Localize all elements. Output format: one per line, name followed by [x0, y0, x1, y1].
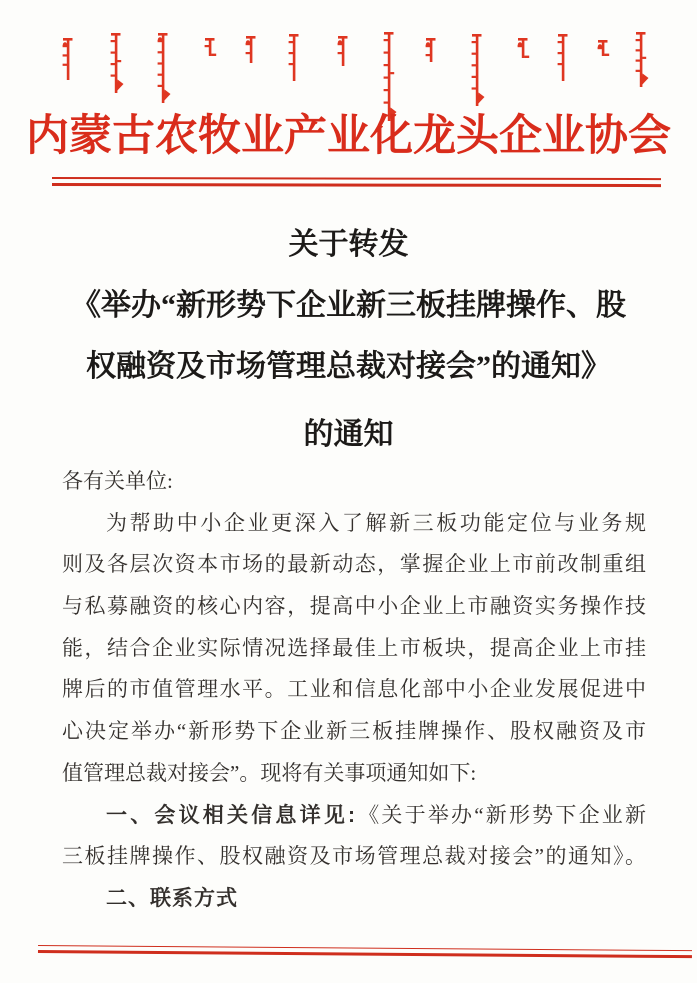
list-item-1-label: 一、会议相关信息详见: — [106, 803, 357, 827]
list-item-2-label: 二、联系方式 — [106, 886, 238, 910]
body-line: 则及各层次资本市场的最新动态，掌握企业上市前改制重组 — [62, 552, 646, 577]
salutation-line: 各有关单位: — [62, 469, 173, 493]
list-item-1-text: 《关于举办“新形势下企业新 — [356, 802, 646, 827]
list-item-1 — [62, 795, 646, 837]
body-line: 能，结合企业实际情况选择最佳上市板块，提高企业上市挂 — [62, 635, 646, 660]
body-line: 牌后的市值管理水平。工业和信息化部中小企业发展促进中 — [62, 677, 646, 702]
header-divider — [52, 177, 661, 187]
document-title — [0, 214, 697, 465]
title-line-3: 权融资及市场管理总裁对接会”的通知》 — [86, 350, 611, 383]
body-line: 三板挂牌操作、股权融资及市场管理总裁对接会”的通知》。 — [62, 844, 646, 869]
footer-divider — [38, 945, 692, 958]
body-line: 为帮助中小企业更深入了解新三板功能定位与业务规 — [106, 510, 646, 535]
title-line-4: 的通知 — [303, 418, 394, 451]
body-line: 与私募融资的核心内容，提高中小企业上市融资实务操作技 — [62, 594, 646, 619]
document-body — [62, 461, 646, 920]
body-line: 值管理总裁对接会”。现将有关事项通知如下: — [62, 760, 477, 785]
org-name: 内蒙古农牧业产业化龙头企业协会 — [26, 113, 671, 160]
title-line-2: 《举办“新形势下企业新三板挂牌操作、股 — [71, 289, 626, 322]
title-line-1: 关于转发 — [288, 228, 409, 261]
body-line: 心决定举办“新形势下企业新三板挂牌操作、股权融资及市 — [62, 719, 646, 744]
